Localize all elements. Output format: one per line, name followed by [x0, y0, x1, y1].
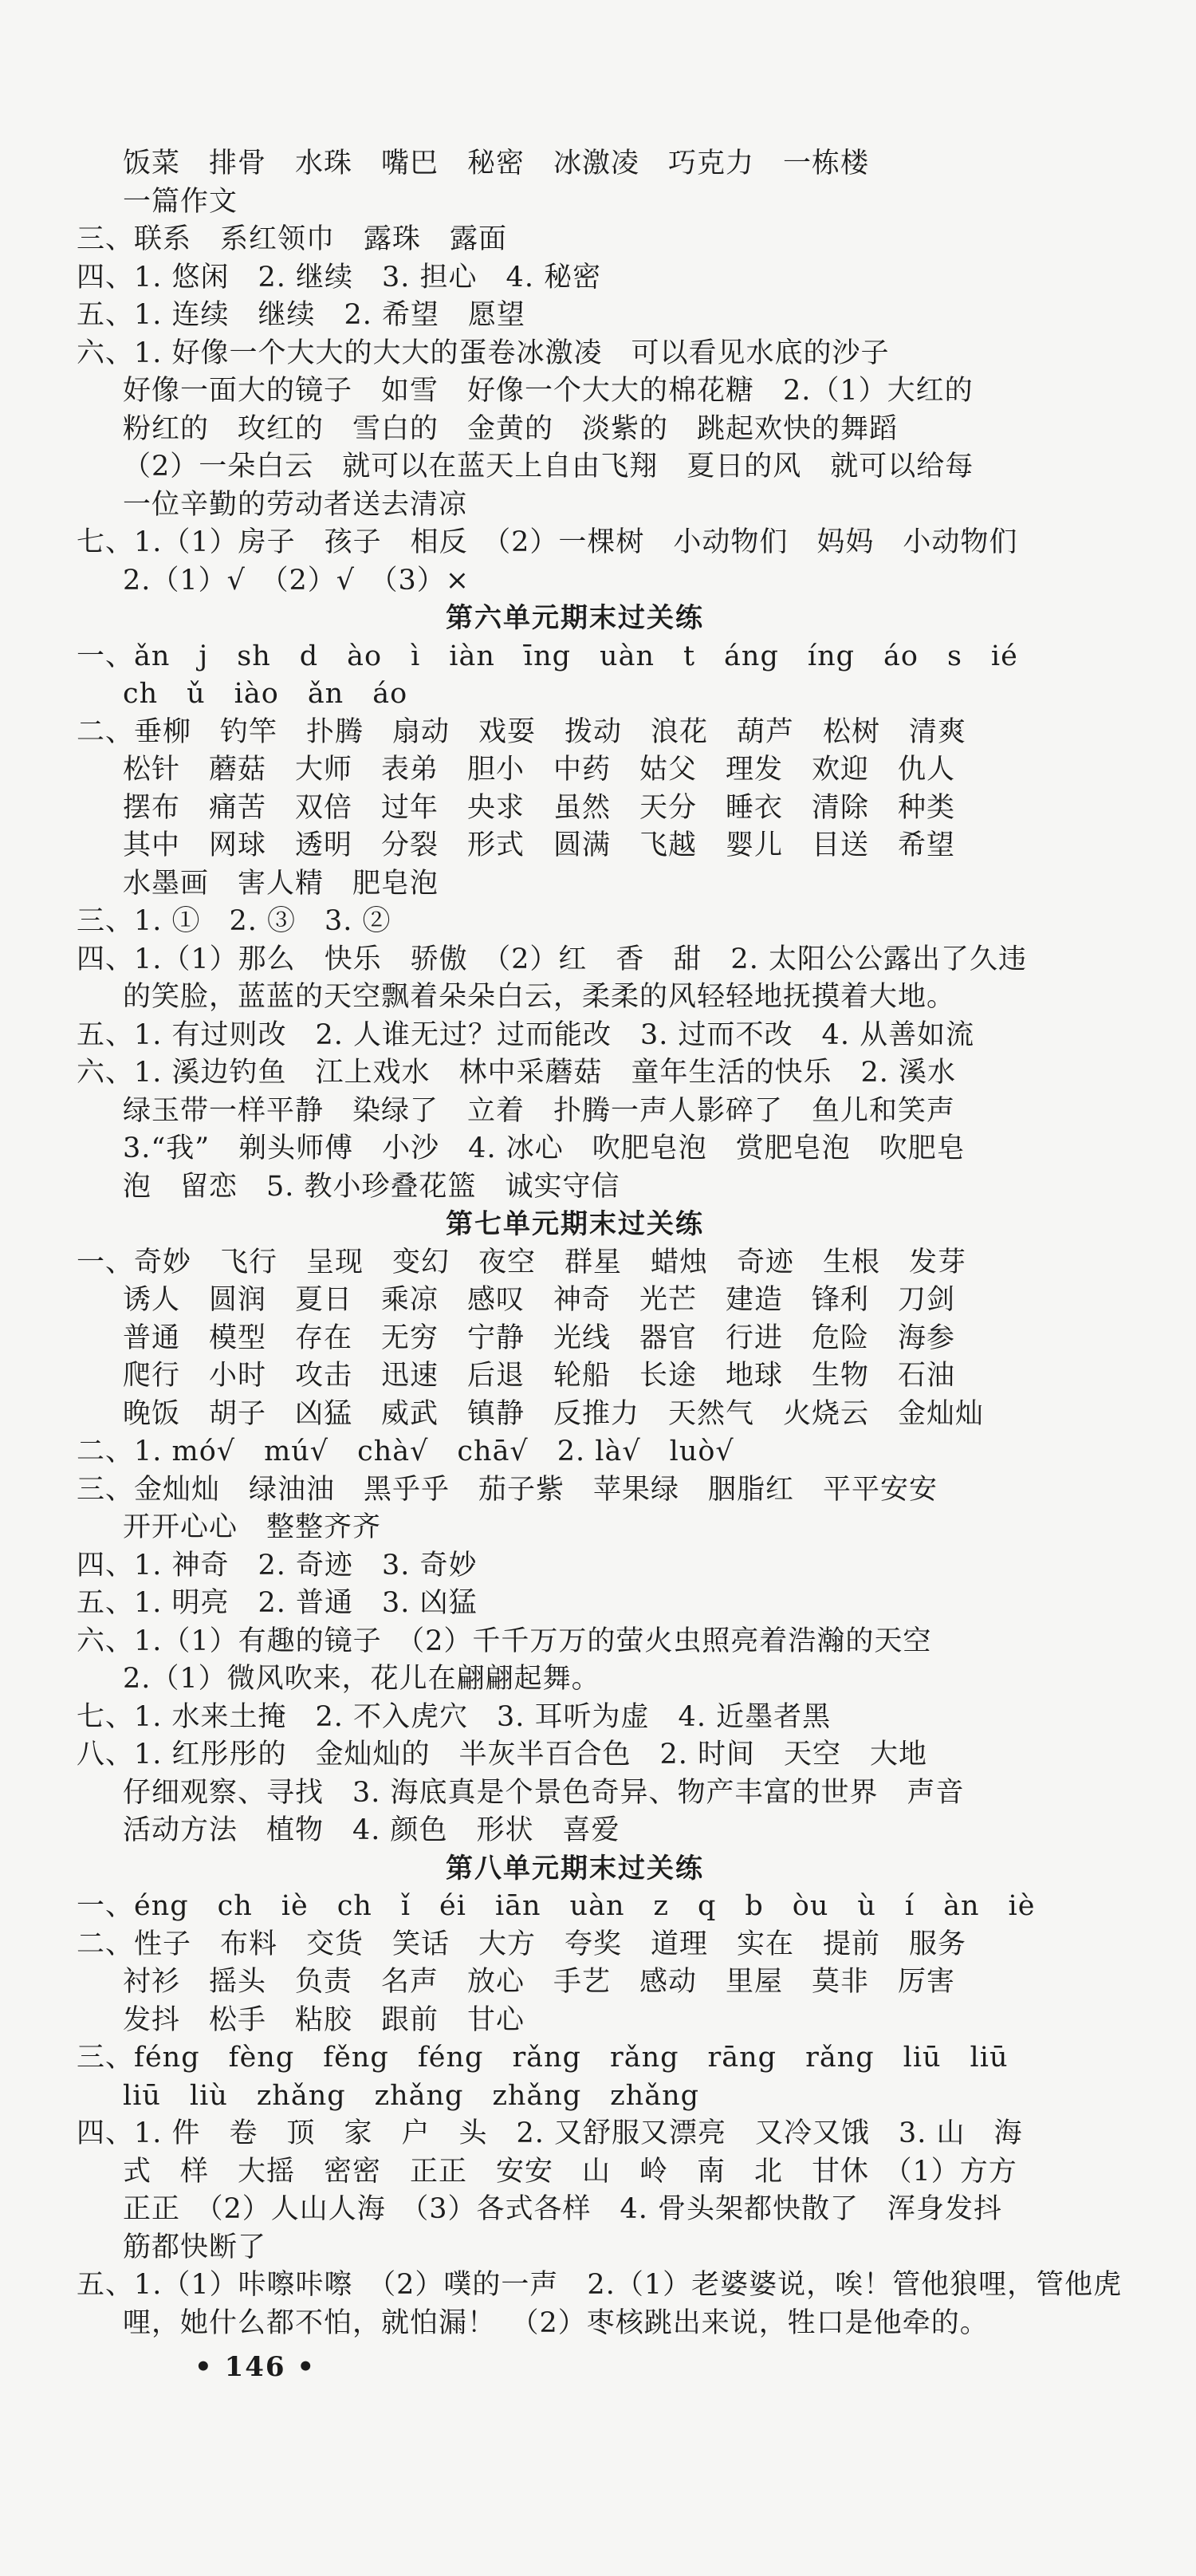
section-heading: 第七单元期末过关练	[446, 1208, 704, 1240]
answer-line: 水墨画 害人精 肥皂泡	[123, 867, 439, 900]
answer-line: 普通 模型 存在 无穷 宁静 光线 器官 行进 危险 海参	[123, 1321, 956, 1354]
section-heading: 第八单元期末过关练	[446, 1852, 704, 1885]
answer-line: 二、1. mó√ mú√ chà√ chā√ 2. là√ luò√	[77, 1436, 734, 1467]
answer-line: 二、性子 布料 交货 笑话 大方 夸奖 道理 实在 提前 服务	[77, 1928, 967, 1960]
answer-line: 五、1. 有过则改 2. 人谁无过？过而能改 3. 过而不改 4. 从善如流	[77, 1018, 975, 1051]
answer-line: 四、1. 件 卷 顶 家 户 头 2. 又舒服又漂亮 又冷又饿 3. 山 海	[77, 2117, 1023, 2149]
answer-line: 四、1.（1）那么 快乐 骄傲 （2）红 香 甜 2. 太阳公公露出了久违	[77, 943, 1027, 975]
answer-line: ch ǔ iào ǎn áo	[123, 678, 408, 710]
answer-line: 一位辛勤的劳动者送去清凉	[123, 488, 468, 521]
answer-content	[77, 145, 1123, 2342]
answer-line: 晚饭 胡子 凶猛 威武 镇静 反推力 天然气 火烧云 金灿灿	[123, 1397, 985, 1430]
answer-line: 一、奇妙 飞行 呈现 变幻 夜空 群星 蜡烛 奇迹 生根 发芽	[77, 1246, 967, 1278]
page-number: • 146 •	[195, 2351, 317, 2383]
answer-line: （2）一朵白云 就可以在蓝天上自由飞翔 夏日的风 就可以给每	[123, 451, 974, 483]
answer-line: 的笑脸，蓝蓝的天空飘着朵朵白云，柔柔的风轻轻地抚摸着大地。	[123, 981, 956, 1013]
answer-line: 粉红的 玫红的 雪白的 金黄的 淡紫的 跳起欢快的舞蹈	[123, 412, 899, 445]
answer-line: 七、1. 水来土掩 2. 不入虎穴 3. 耳听为虚 4. 近墨者黑	[77, 1700, 832, 1733]
answer-line: 开开心心 整整齐齐	[123, 1511, 382, 1543]
answer-line: 发抖 松手 粘胶 跟前 甘心	[123, 2003, 525, 2036]
answer-line: 2.（1）微风吹来，花儿在翩翩起舞。	[123, 1663, 600, 1695]
answer-line: 三、金灿灿 绿油油 黑乎乎 茄子紫 苹果绿 胭脂红 平平安安	[77, 1473, 938, 1506]
answer-line: 哩，她什么都不怕，就怕漏！ （2）枣核跳出来说，牲口是他牵的。	[123, 2306, 989, 2339]
answer-line: 诱人 圆润 夏日 乘凉 感叹 神奇 光芒 建造 锋利 刀剑	[123, 1284, 956, 1316]
answer-line: 一、ǎn j sh d ào ì iàn īng uàn t áng íng áo s ié	[77, 640, 1018, 672]
answer-line: 五、1. 连续 继续 2. 希望 愿望	[77, 299, 526, 331]
answer-line: 四、1. 神奇 2. 奇迹 3. 奇妙	[77, 1549, 478, 1581]
answer-line: 三、féng fèng fěng féng rǎng rǎng rāng rǎng liū liū	[77, 2042, 1009, 2074]
answer-line: liū liù zhǎng zhǎng zhǎng zhǎng	[123, 2079, 700, 2112]
answer-line: 仔细观察、寻找 3. 海底真是个景色奇异、物产丰富的世界 声音	[123, 1776, 965, 1809]
answer-line: 3.“我” 剃头师傅 小沙 4. 冰心 吹肥皂泡 赏肥皂泡 吹肥皂	[123, 1132, 966, 1164]
answer-line: 五、1. 明亮 2. 普通 3. 凶猛	[77, 1587, 478, 1619]
answer-line: 一篇作文	[123, 185, 238, 218]
answer-line: 式 样 大摇 密密 正正 安安 山 岭 南 北 甘休 （1）方方	[123, 2155, 1017, 2188]
section-heading: 第六单元期末过关练	[446, 602, 704, 634]
answer-line: 其中 网球 透明 分裂 形式 圆满 飞越 婴儿 目送 希望	[123, 829, 956, 861]
answer-line: 活动方法 植物 4. 颜色 形状 喜爱	[123, 1814, 620, 1846]
answer-line: 八、1. 红彤彤的 金灿灿的 半灰半百合色 2. 时间 天空 大地	[77, 1739, 928, 1771]
answer-line: 衬衫 摇头 负责 名声 放心 手艺 感动 里屋 莫非 厉害	[123, 1966, 956, 1998]
answer-line: 绿玉带一样平静 染绿了 立着 扑腾一声人影碎了 鱼儿和笑声	[123, 1094, 956, 1127]
answer-line: 三、1. ① 2. ③ 3. ②	[77, 905, 391, 937]
answer-line: 三、联系 系红领巾 露珠 露面	[77, 223, 508, 255]
answer-line: 五、1.（1）咔嚓咔嚓 （2）噗的一声 2.（1）老婆婆说，唉！管他狼哩，管他虎	[77, 2269, 1123, 2301]
answer-line: 一、éng ch iè ch ǐ éi iān uàn z q b òu ù í àn iè	[77, 1890, 1036, 1922]
answer-line: 摆布 痛苦 双倍 过年 央求 虽然 天分 睡衣 清除 种类	[123, 791, 956, 824]
answer-line: 松针 蘑菇 大师 表弟 胆小 中药 姑父 理发 欢迎 仇人	[123, 754, 956, 786]
answer-line: 六、1. 溪边钓鱼 江上戏水 林中采蘑菇 童年生活的快乐 2. 溪水	[77, 1057, 957, 1089]
answer-line: 2.（1）√ （2）√ （3）×	[123, 564, 470, 597]
answer-line: 七、1.（1）房子 孩子 相反 （2）一棵树 小动物们 妈妈 小动物们	[77, 526, 1018, 558]
answer-line: 饭菜 排骨 水珠 嘴巴 秘密 冰激凌 巧克力 一栋楼	[123, 148, 870, 179]
answer-line: 二、垂柳 钓竿 扑腾 扇动 戏耍 拨动 浪花 葫芦 松树 清爽	[77, 715, 967, 748]
answer-line: 泡 留恋 5. 教小珍叠花篮 诚实守信	[123, 1170, 620, 1203]
answer-line: 六、1.（1）有趣的镜子 （2）千千万万的萤火虫照亮着浩瀚的天空	[77, 1625, 932, 1657]
answer-line: 筋都快断了	[123, 2231, 267, 2263]
answer-line: 好像一面大的镜子 如雪 好像一个大大的棉花糖 2.（1）大红的	[123, 375, 974, 407]
answer-line: 六、1. 好像一个大大的大大的蛋卷冰激凌 可以看见水底的沙子	[77, 337, 890, 369]
answer-line: 正正 （2）人山人海 （3）各式各样 4. 骨头架都快散了 浑身发抖	[123, 2193, 1003, 2225]
answer-line: 爬行 小时 攻击 迅速 后退 轮船 长途 地球 生物 石油	[123, 1360, 956, 1392]
answer-line: 四、1. 悠闲 2. 继续 3. 担心 4. 秘密	[77, 261, 602, 293]
